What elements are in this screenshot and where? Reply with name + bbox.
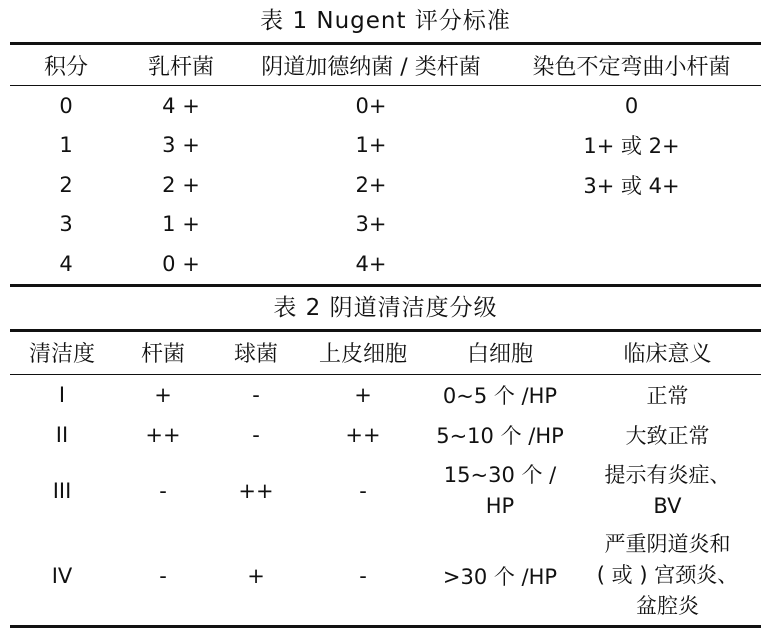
cell: 1+ 或 2+ (583, 134, 680, 159)
cell: I (58, 382, 66, 407)
table-row (10, 244, 761, 284)
cell: - (252, 422, 260, 447)
cell: + (354, 382, 372, 407)
cell: 3 + (162, 133, 200, 158)
table2-bottom-rule (10, 625, 761, 628)
cell: - (252, 382, 260, 407)
cell: ++ (345, 422, 381, 447)
table-row (10, 86, 761, 126)
cell: - (359, 563, 367, 588)
table-row (10, 375, 761, 415)
cell: 1 + (162, 212, 200, 237)
cell: II (55, 422, 69, 447)
cell: 2+ (355, 172, 387, 197)
cell: - (359, 478, 367, 503)
cell: - (159, 563, 167, 588)
cell: 严重阴道炎和 ( 或 ) 宫颈炎、 盆腔炎 (596, 532, 739, 618)
cell: 提示有炎症、 BV (604, 462, 731, 518)
cell: 5~10 个 /HP (436, 423, 564, 448)
cell: 0 (624, 93, 639, 118)
table-header-row (10, 45, 761, 85)
cell: 3+ 或 4+ (583, 173, 680, 198)
table-header-row (10, 332, 761, 374)
cell: >30 个 /HP (442, 564, 558, 589)
header-lactobacillus: 乳杆菌 (147, 54, 214, 80)
cell: 2 (59, 172, 73, 197)
header-score: 积分 (43, 54, 88, 80)
cell: 3+ (355, 212, 387, 237)
cell: + (154, 382, 172, 407)
page (10, 0, 761, 628)
vaginal-cleanliness-table (10, 332, 761, 625)
cell: 0 + (162, 251, 200, 276)
header-epithelial-cells: 上皮细胞 (318, 342, 407, 367)
table-row (10, 205, 761, 245)
table-row (10, 415, 761, 455)
header-leukocytes: 白细胞 (466, 342, 533, 367)
table1-caption: 表 1 Nugent 评分标准 (260, 8, 511, 34)
nugent-score-table (10, 45, 761, 284)
table-row (10, 126, 761, 166)
cell: 4 (59, 251, 73, 276)
cell: 大致正常 (625, 423, 710, 448)
cell: IV (51, 563, 73, 588)
cell: 4 + (162, 93, 200, 118)
cell: + (247, 563, 265, 588)
cell: 3 (59, 212, 73, 237)
cell (502, 205, 761, 245)
cell: III (52, 478, 72, 503)
table-row (10, 455, 761, 527)
header-cocci: 球菌 (233, 342, 278, 367)
header-mobiluncus: 染色不定弯曲小杆菌 (532, 54, 731, 80)
cell: 0+ (355, 93, 387, 118)
header-bacilli: 杆菌 (140, 342, 185, 367)
table-row (10, 165, 761, 205)
cell: - (159, 478, 167, 503)
table-row (10, 527, 761, 625)
header-clinical-significance: 临床意义 (623, 342, 712, 367)
cell: 4+ (355, 251, 387, 276)
cell: 15~30 个 / HP (443, 462, 557, 518)
cell: 正常 (646, 383, 689, 408)
table2-caption: 表 2 阴道清洁度分级 (273, 294, 498, 321)
cell: ++ (145, 422, 181, 447)
header-gardnerella: 阴道加德纳菌 / 类杆菌 (261, 54, 481, 80)
cell: ++ (238, 478, 274, 503)
cell: 1 (59, 133, 73, 158)
cell (502, 244, 761, 284)
cell: 0~5 个 /HP (442, 383, 558, 408)
header-cleanliness: 清洁度 (28, 342, 95, 367)
cell: 0 (59, 93, 73, 118)
cell: 1+ (355, 133, 387, 158)
cell: 2 + (162, 172, 200, 197)
